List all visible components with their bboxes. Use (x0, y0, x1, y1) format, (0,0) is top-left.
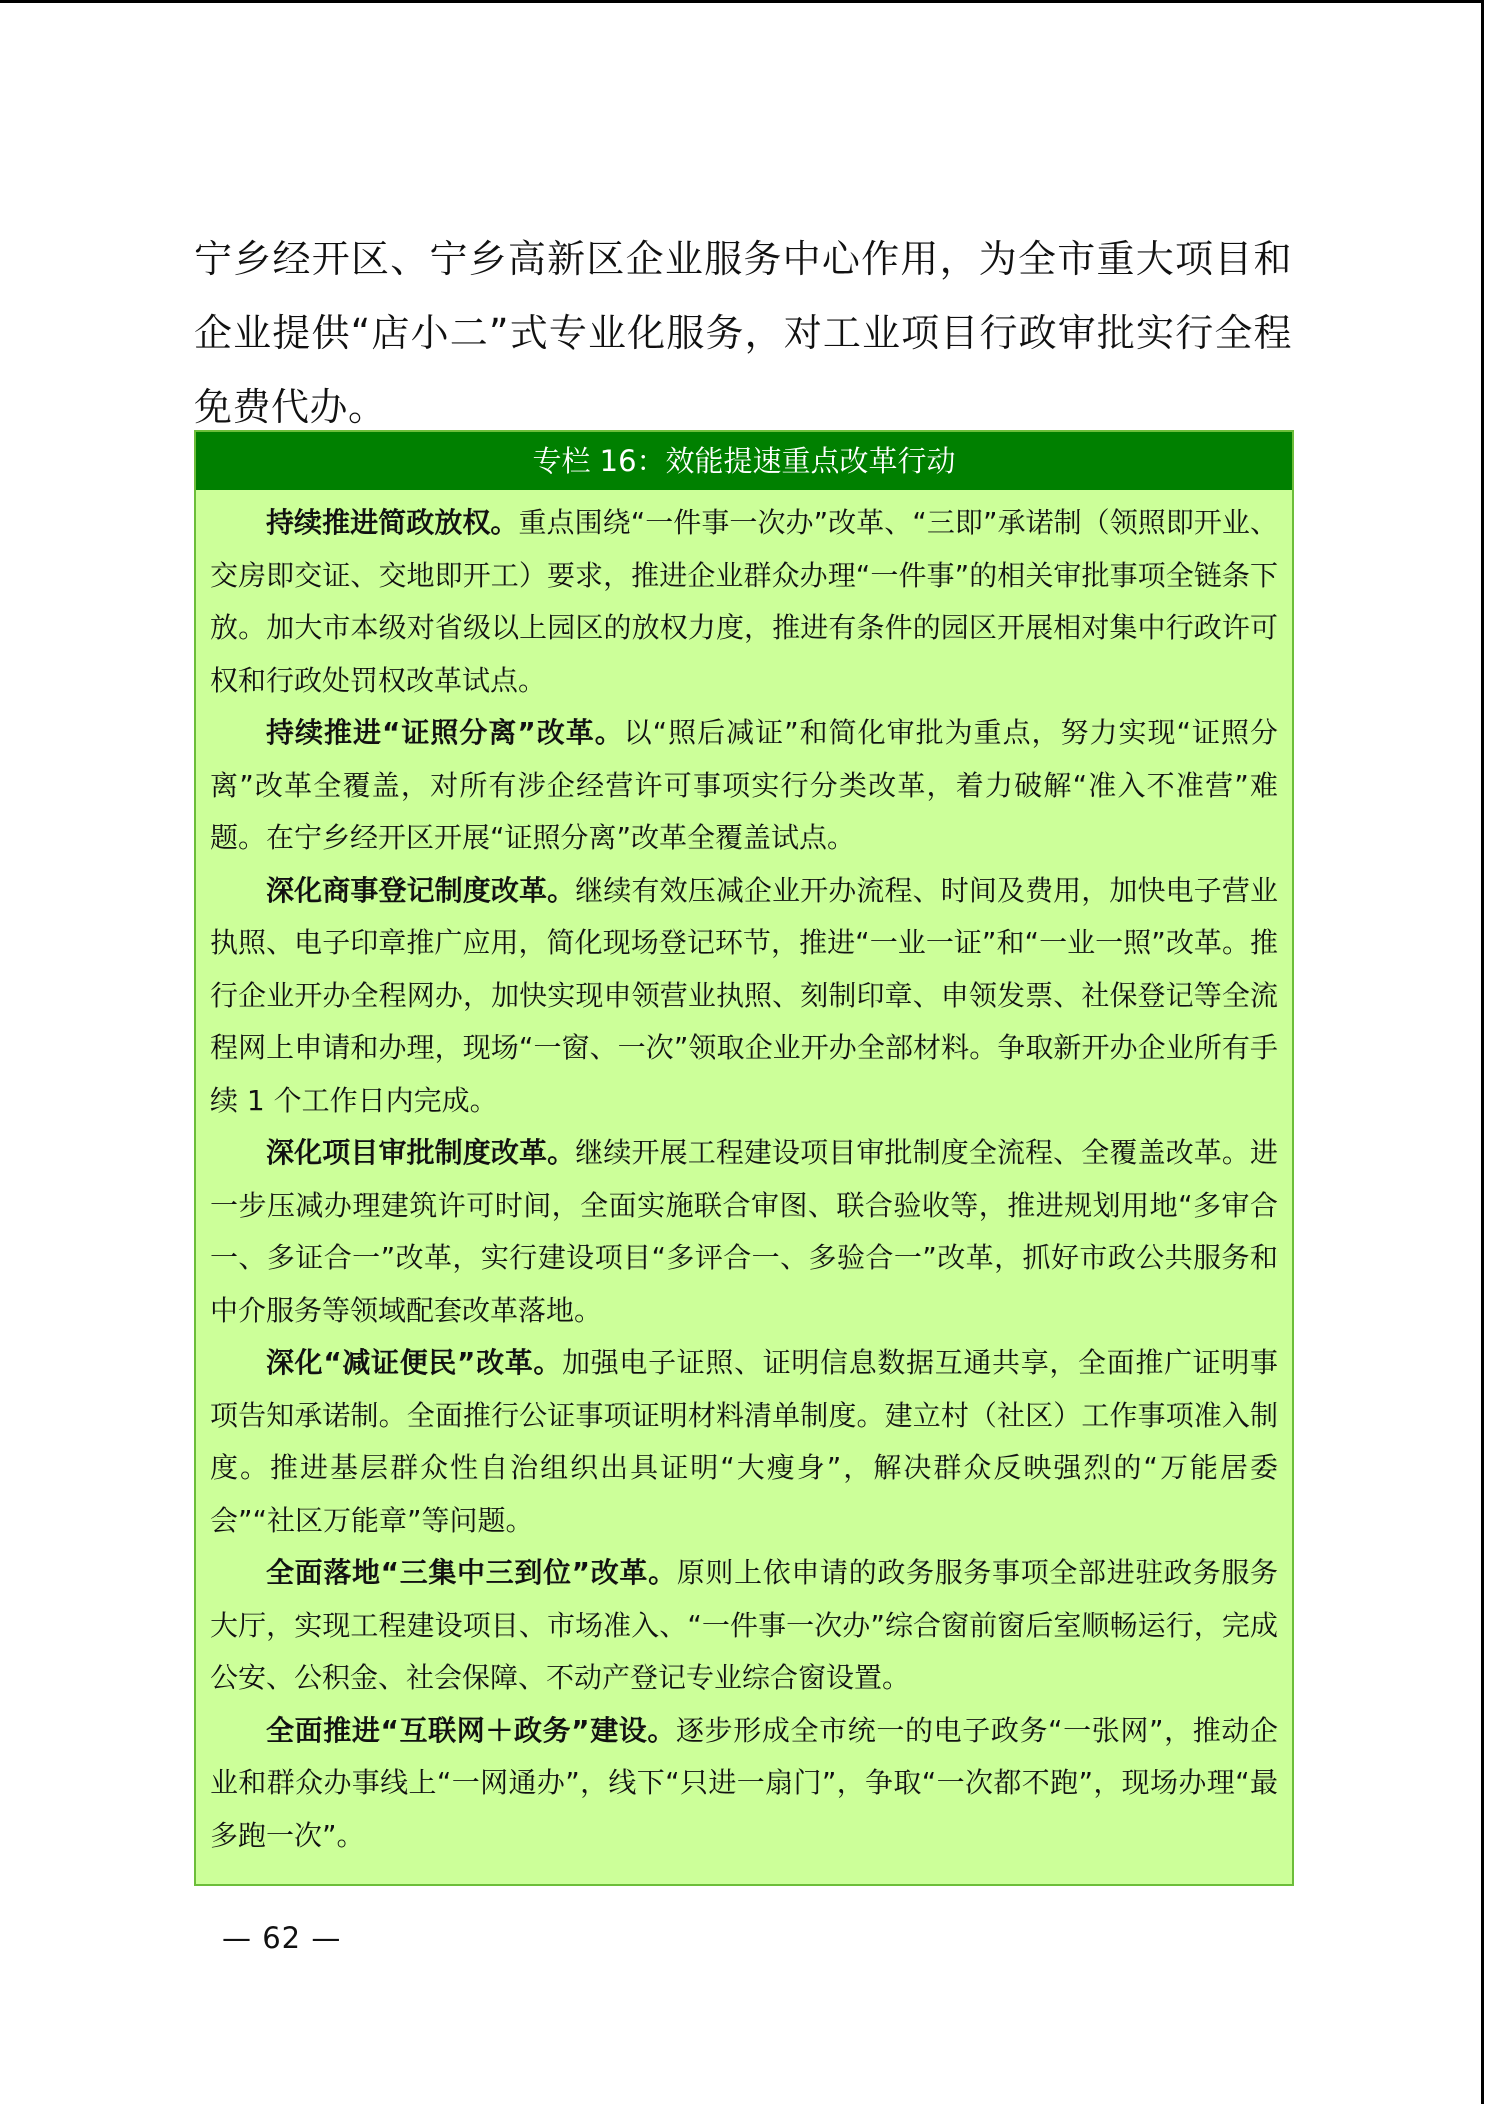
reform-paragraph (210, 1127, 1278, 1337)
page-number: — 62 — (222, 1921, 342, 1955)
paragraph-body: 逐步形成全市统一的电子政务“一张网”，推动企业和群众办事线上“一网通办”，线下“只进一扇门”，争取“一次都不跑”，现场办理“最多跑一次”。 (210, 1713, 1278, 1852)
column-box-title: 专栏 16：效能提速重点改革行动 (196, 432, 1292, 490)
paragraph-lead: 深化项目审批制度改革。 (266, 1136, 576, 1169)
paragraph-body: 以“照后减证”和简化审批为重点，努力实现“证照分离”改革全覆盖，对所有涉企经营许可事项实行分类改革，着力破解“准入不准营”难题。在宁乡经开区开展“证照分离”改革全覆盖试点。 (210, 716, 1278, 854)
paragraph-lead: 全面落地“三集中三到位”改革。 (266, 1556, 677, 1589)
paragraph-body: 原则上依申请的政务服务事项全部进驻政务服务大厅，实现工程建设项目、市场准入、“一件事一次办”综合窗前窗后室顺畅运行，完成公安、公积金、社会保障、不动产登记专业综合窗设置。 (210, 1556, 1278, 1694)
paragraph-body: 重点围绕“一件事一次办”改革、“三即”承诺制（领照即开业、交房即交证、交地即开工）要求，推进企业群众办理“一件事”的相关审批事项全链条下放。加大市本级对省级以上园区的放权力度，推进有条件的园区开展相对集中行政许可权和行政处罚权改革试点。 (210, 506, 1278, 697)
reform-paragraph (210, 1337, 1278, 1547)
paragraph-body: 继续开展工程建设项目审批制度全流程、全覆盖改革。进一步压减办理建筑许可时间，全面实施联合审图、联合验收等，推进规划用地“多审合一、多证合一”改革，实行建设项目“多评合一、多验合一”改革，抓好市政公共服务和中介服务等领域配套改革落地。 (210, 1136, 1278, 1327)
intro-paragraph: 宁乡经开区、宁乡高新区企业服务中心作用，为全市重大项目和企业提供“店小二”式专业化服务，对工业项目行政审批实行全程免费代办。 (194, 237, 1292, 429)
reform-paragraph (210, 1547, 1278, 1705)
paragraph-lead: 持续推进“证照分离”改革。 (266, 716, 624, 749)
reform-paragraph (210, 497, 1278, 707)
reform-paragraph (210, 707, 1278, 865)
paragraph-body: 加强电子证照、证明信息数据互通共享，全面推广证明事项告知承诺制。全面推行公证事项证明材料清单制度。建立村（社区）工作事项准入制度。推进基层群众性自治组织出具证明“大瘦身”，解决群众反映强烈的“万能居委会”“社区万能章”等问题。 (210, 1346, 1278, 1537)
paragraph-lead: 深化商事登记制度改革。 (266, 873, 576, 907)
paragraph-lead: 持续推进简政放权。 (266, 506, 519, 539)
paragraph-body: 继续有效压减企业开办流程、时间及费用，加快电子营业执照、电子印章推广应用，简化现场登记环节，推进“一业一证”和“一业一照”改革。推行企业开办全程网办，加快实现申领营业执照、刻制印章、申领发票、社保登记等全流程网上申请和办理，现场“一窗、一次”领取企业开办全部材料。争取新开办企业所有手续 1 个工作日内完成。 (210, 873, 1278, 1117)
reform-paragraph (210, 1705, 1278, 1863)
paragraph-lead: 深化“减证便民”改革。 (266, 1346, 563, 1379)
column-box-body (196, 490, 1292, 1862)
column-box (194, 430, 1294, 1886)
paragraph-lead: 全面推进“互联网＋政务”建设。 (266, 1713, 677, 1747)
reform-paragraph (210, 865, 1278, 1128)
